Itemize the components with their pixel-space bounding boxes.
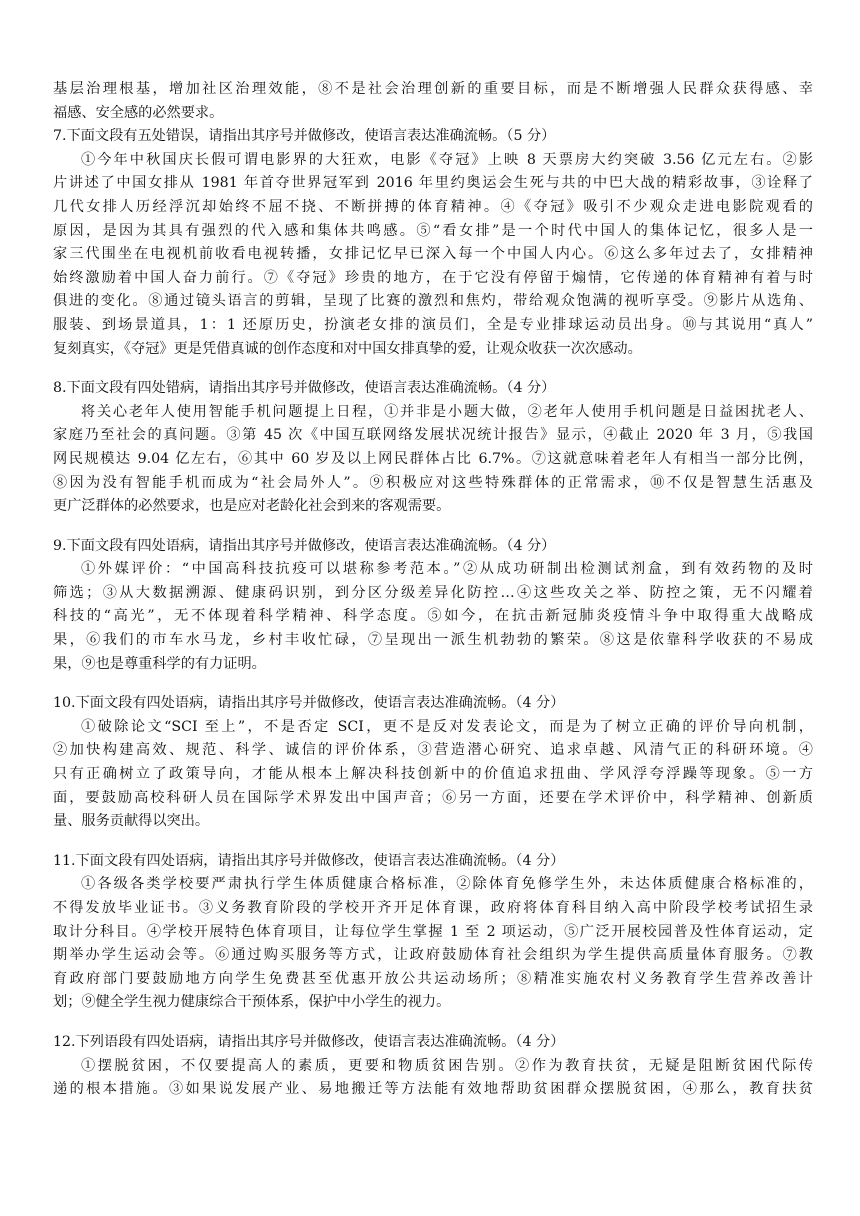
text-line: 复刻真实，《夺冠》更是凭借真诚的创作态度和对中国女排真挚的爱，让观众收获一次次感动。: [53, 340, 642, 357]
paragraph-gap: [53, 519, 813, 535]
text-line: 育政府部门要鼓励地方向学生免费甚至优惠开放公共运动场所；⑧精准实施农村义务教育学生营养改善计: [53, 970, 813, 987]
text-line: 取计分科目。④学校开展特色体育项目，让每位学生掌握 1 至 2 项运动，⑤广泛开展校园普及性体育运动，定: [53, 923, 813, 940]
text-line: 期举办学生运动会等。⑥通过购买服务等方式，让政府鼓励体育社会组织为学生提供高质量体育服务。⑦教: [53, 947, 813, 964]
question-block: [53, 377, 813, 519]
paragraph-gap: [53, 834, 813, 850]
paragraph-gap: [53, 676, 813, 692]
text-line: 家庭乃至社会的真问题。③第 45 次《中国互联网络发展状况统计报告》显示，④截止 2020 年 3 月，⑤我国: [53, 427, 813, 444]
paragraph-gap: [53, 1015, 813, 1031]
question-heading: 10.下面文段有四处语病，请指出其序号并做修改，使语言表达准确流畅。（4 分）: [53, 695, 565, 712]
text-line: 福感、安全感的必然要求。: [53, 104, 224, 121]
text-line: 服装、到场景道具，1：1 还原历史，扮演老女排的演员们，全是专业排球运动员出身。⑩与其说用“真人”: [53, 316, 813, 333]
text-line: 只有正确树立了政策导向，才能从根本上解决科技创新中的价值追求扭曲、学风浮夸浮躁等现象。⑤一方: [53, 766, 813, 783]
question-block: [53, 535, 813, 677]
text-line: 筛选；③从大数据溯源、健康码识别，到分区分级差异化防控…④这些攻关之举、防控之策，无不闪耀着: [53, 584, 813, 601]
question-block: [53, 1031, 813, 1102]
question-block: [53, 692, 813, 834]
text-line: 几代女排人历经浮沉却始终不屈不挠、不断拼搏的体育精神。④《夺冠》吸引不少观众走进电影院观看的: [53, 198, 813, 215]
text-line: ①今年中秋国庆长假可谓电影界的大狂欢，电影《夺冠》上映 8 天票房大约突破 3.56 亿元左右。②影: [81, 151, 813, 168]
text-line: 划；⑨健全学生视力健康综合干预体系，保护中小学生的视力。: [53, 994, 451, 1011]
text-line: 俱进的变化。⑧通过镜头语言的剪辑，呈现了比赛的激烈和焦灼，带给观众饱满的视听享受。⑨影片从选角、: [53, 293, 813, 310]
question-heading: 8.下面文段有四处错病，请指出其序号并做修改，使语言表达准确流畅。（4 分）: [53, 380, 556, 397]
text-line: ②加快构建高效、规范、科学、诚信的评价体系，③营造潜心研究、追求卓越、风清气正的科研环境。④: [53, 742, 813, 759]
text-line: 基层治理根基，增加社区治理效能，⑧不是社会治理创新的重要目标，而是不断增强人民群众获得感、幸: [53, 81, 813, 97]
question-heading: 12.下列语段有四处语病，请指出其序号并做修改，使语言表达准确流畅。（4 分）: [53, 1033, 565, 1050]
text-line: 面，要鼓励高校科研人员在国际学术界发出中国声音；⑥另一方面，还要在学术评价中，科学精神、创新质: [53, 789, 813, 806]
text-line: 更广泛群体的必然要求，也是应对老龄化社会到来的客观需要。: [53, 498, 451, 515]
question-heading: 7.下面文段有五处错误，请指出其序号并做修改，使语言表达准确流畅。（5 分）: [53, 128, 556, 145]
text-line: 网民规模达 9.04 亿左右，⑥其中 60 岁及以上网民群体占比 6.7%。⑦这就意味着老年人有相当一部分比例，: [53, 450, 813, 467]
text-line: 片讲述了中国女排从 1981 年首夺世界冠军到 2016 年里约奥运会生死与共的中巴大战的精彩故事，③诠释了: [53, 175, 813, 192]
text-line: 科技的“高光”，无不体现着科学精神、科学态度。⑤如今，在抗击新冠肺炎疫情斗争中取得重大战略成: [53, 608, 813, 625]
text-line: 果，⑨也是尊重科学的有力证明。: [53, 655, 266, 672]
text-line: 递的根本措施。③如果说发展产业、易地搬迁等方法能有效地帮助贫困群众摆脱贫困，④那么，教育扶贫: [53, 1081, 813, 1098]
paragraph-gap: [53, 361, 813, 377]
text-line: ①摆脱贫困，不仅要提高人的素质，更要和物质贫困告别。②作为教育扶贫，无疑是阻断贫困代际传: [81, 1057, 813, 1074]
text-line: 不得发放毕业证书。③义务教育阶段的学校开齐开足体育课，政府将体育科目纳入高中阶段学校考试招生录: [53, 900, 813, 916]
question-block: [53, 125, 813, 361]
text-line: 家三代围坐在电视机前收看电视转播，女排记忆早已深入每一个中国人内心。⑥这么多年过去了，女排精神: [53, 246, 813, 263]
continued-paragraph: [53, 78, 813, 125]
question-heading: 11.下面文段有四处语病，请指出其序号并做修改，使语言表达准确流畅。（4 分）: [53, 852, 565, 869]
text-line: ⑧因为没有智能手机而成为“社会局外人”。⑨积极应对这些特殊群体的正常需求，⑩不仅是智慧生活惠及: [53, 474, 813, 491]
text-line: 将关心老年人使用智能手机问题提上日程，①并非是小题大做，②老年人使用手机问题是日益困扰老人、: [81, 403, 813, 420]
text-line: 量、服务贡献得以突出。: [53, 813, 210, 830]
text-line: ①各级各类学校要严肃执行学生体质健康合格标准，②除体育免修学生外，未达体质健康合格标准的，: [81, 876, 813, 893]
document-page: [53, 78, 813, 1102]
text-line: 始终激励着中国人奋力前行。⑦《夺冠》珍贵的地方，在于它没有停留于煽情，它传递的体育精神有着与时: [53, 269, 813, 286]
question-heading: 9.下面文段有四处语病，请指出其序号并做修改，使语言表达准确流畅。（4 分）: [53, 537, 556, 554]
text-line: ①外媒评价：“中国高科技抗疫可以堪称参考范本。”②从成功研制出检测试剂盒，到有效药物的及时: [81, 561, 813, 578]
text-line: 原因，是因为其具有强烈的代入感和集体共鸣感。⑤“看女排”是一个时代中国人的集体记忆，很多人是一: [53, 222, 813, 239]
question-block: [53, 850, 813, 1015]
text-line: ①破除论文“SCI 至上”，不是否定 SCI，更不是反对发表论文，而是为了树立正确的评价导向机制，: [81, 718, 813, 735]
text-line: 果，⑥我们的市车水马龙，乡村丰收忙碌，⑦呈现出一派生机勃勃的繁荣。⑧这是依靠科学收获的不易成: [53, 632, 813, 649]
